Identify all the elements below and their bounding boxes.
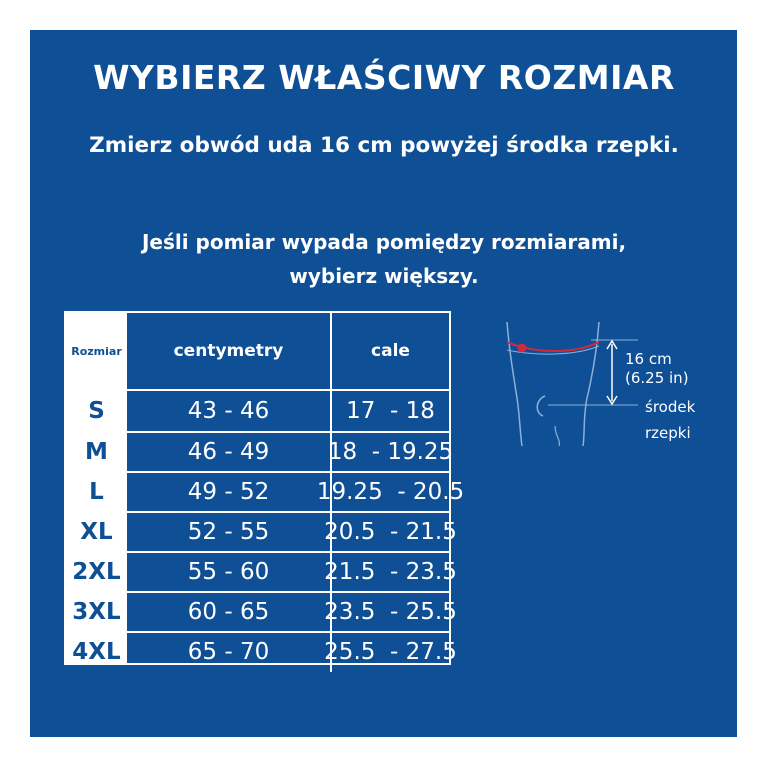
knee-measurement-diagram <box>495 318 735 453</box>
page-title: WYBIERZ WŁAŚCIWY ROZMIAR <box>93 58 675 97</box>
cm-cell: 65 - 70 <box>127 633 332 673</box>
cm-cell: 55 - 60 <box>127 553 332 593</box>
cm-cell: 49 - 52 <box>127 473 332 513</box>
size-cell: 3XL <box>72 599 121 626</box>
size-table <box>64 311 465 666</box>
knee-illustration <box>495 318 735 453</box>
cm-cell: 43 - 46 <box>127 391 332 431</box>
table-row <box>66 593 457 633</box>
note-line-2: wybierz większy. <box>289 264 479 288</box>
between-sizes-note <box>0 225 768 293</box>
table-row <box>66 633 457 673</box>
inch-cell: 23.5 - 25.5 <box>324 599 457 626</box>
inch-cell: 25.5 - 27.5 <box>324 639 457 666</box>
table-row <box>66 553 457 593</box>
table-row <box>66 433 454 473</box>
inch-cell: 20.5 - 21.5 <box>324 519 457 546</box>
measure-cm-label: 16 cm <box>625 350 672 368</box>
table-row <box>66 391 449 431</box>
inch-cell: 17 - 18 <box>346 397 435 424</box>
leg-outline-right <box>583 322 599 446</box>
size-cell: L <box>89 479 104 506</box>
inch-cell: 19.25 - 20.5 <box>316 479 465 506</box>
size-cell: M <box>85 439 108 466</box>
size-cell: XL <box>80 519 113 546</box>
leg-outline-left <box>507 322 522 446</box>
cm-cell: 46 - 49 <box>127 433 332 473</box>
shin-detail <box>555 426 559 446</box>
size-cell: S <box>88 397 105 424</box>
note-line-1: Jeśli pomiar wypada pomiędzy rozmiarami, <box>141 230 627 254</box>
measure-in-label: (6.25 in) <box>625 369 689 387</box>
kneecap-outline <box>537 396 545 416</box>
header-size: Rozmiar <box>66 313 127 389</box>
inch-cell: 18 - 19.25 <box>327 439 454 466</box>
kneecap-label-line-2: rzepki <box>645 424 691 442</box>
size-cell: 2XL <box>72 559 121 586</box>
size-cell: 4XL <box>72 639 121 666</box>
inch-cell: 21.5 - 23.5 <box>324 559 457 586</box>
header-inches: cale <box>371 341 410 361</box>
table-row <box>66 513 457 553</box>
kneecap-label-line-1: środek <box>645 398 696 416</box>
cm-cell: 60 - 65 <box>127 593 332 633</box>
header-centimeters: centymetry <box>127 313 332 389</box>
measure-instruction: Zmierz obwód uda 16 cm powyżej środka rzepki. <box>89 133 679 158</box>
table-row <box>66 473 465 513</box>
cm-cell: 52 - 55 <box>127 513 332 553</box>
measure-point <box>518 344 527 353</box>
